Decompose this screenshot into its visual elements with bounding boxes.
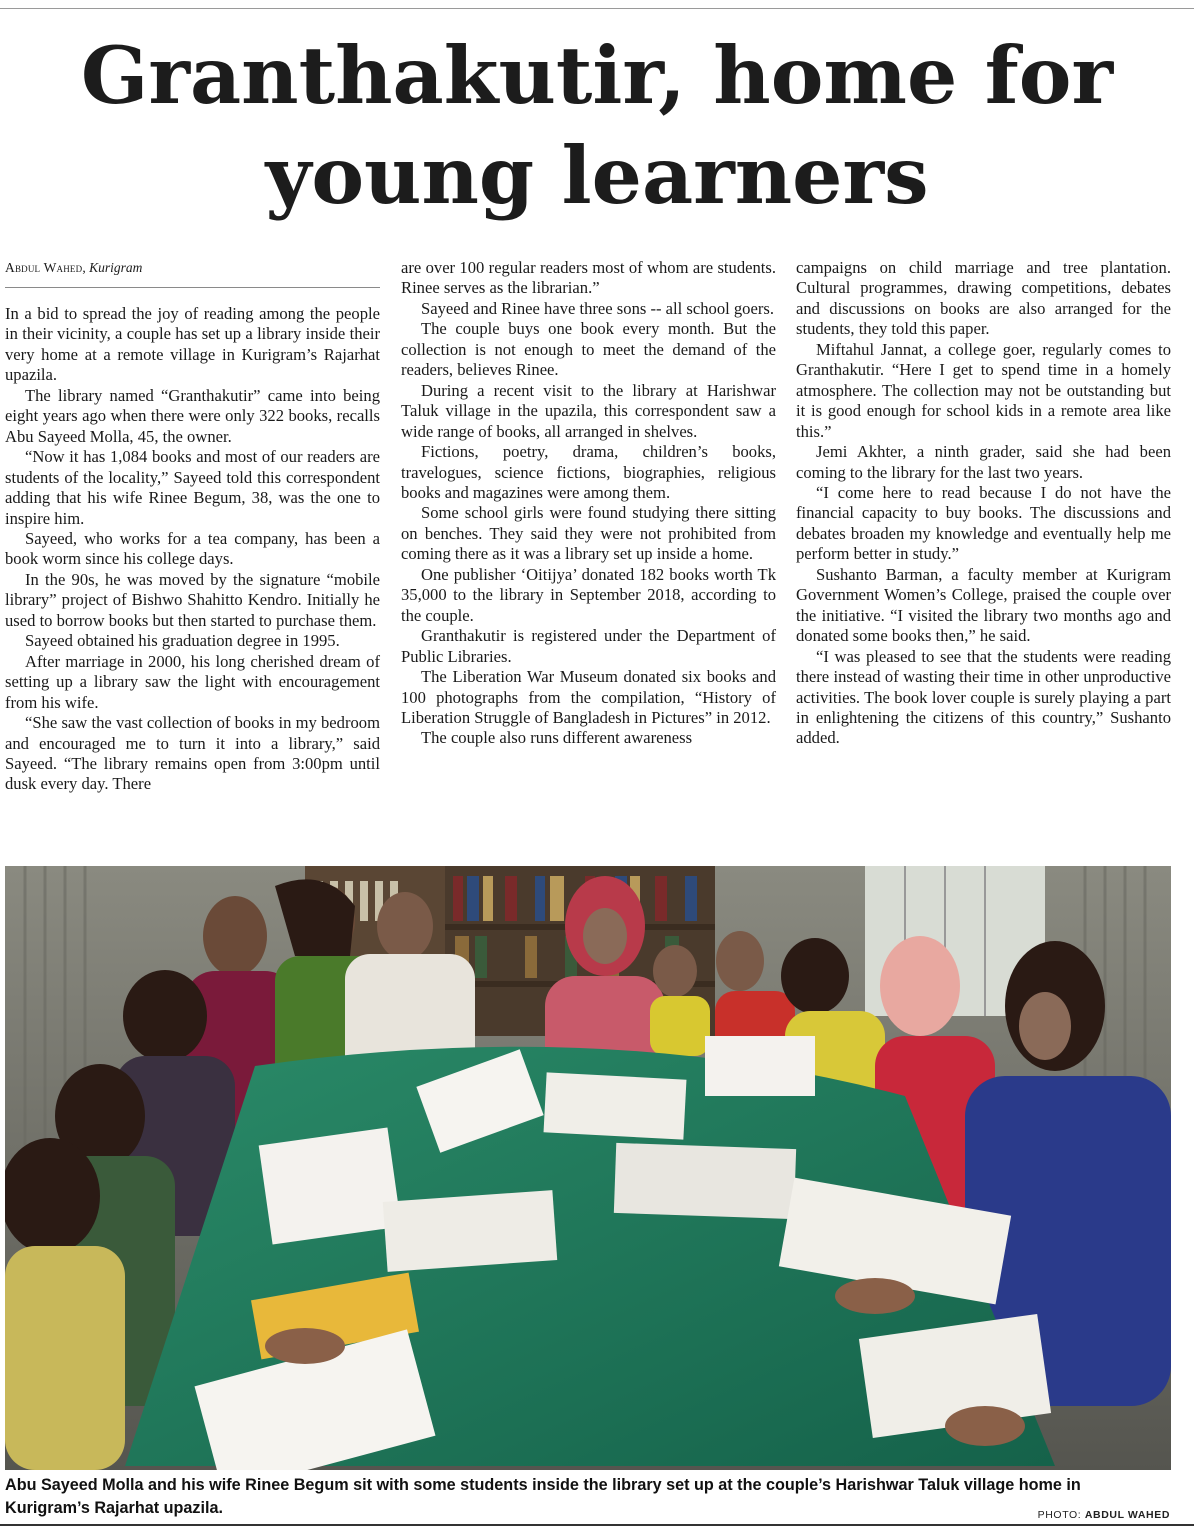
paragraph: During a recent visit to the library at Harishwar Taluk village in the upazila, this correspondent saw a wide range of books, all arranged in shelves. — [401, 380, 776, 441]
paragraph: In a bid to spread the joy of reading among the people in their vicinity, a couple has set up a library inside their very home at a remote village in Kurigram’s Rajarhat upazila. — [5, 304, 380, 385]
byline-place: Kurigram — [89, 260, 143, 275]
paragraph: “I was pleased to see that the students were reading there instead of wasting their time in other unproductive activities. The book lover couple is surely playing a part in enlightening the citizens of this country,” Sushanto added. — [796, 646, 1171, 748]
paragraph: One publisher ‘Oitijya’ donated 182 books worth Tk 35,000 to the library in September 2018, according to the couple. — [401, 564, 776, 625]
top-rule — [0, 8, 1194, 9]
article-body — [5, 258, 1171, 848]
library-photo-illustration — [5, 866, 1171, 1470]
bottom-rule — [0, 1524, 1194, 1526]
headline-line-2: young learners — [265, 129, 929, 222]
article-headline — [0, 26, 1194, 226]
paragraph: Miftahul Jannat, a college goer, regularly comes to Granthakutir. “Here I get to spend time in a homely atmosphere. The collection may not be outstanding but it is good enough for school kids in a remote area like this.” — [796, 339, 1171, 441]
photo-credit — [1038, 1509, 1170, 1521]
photo-credit-name: ABDUL WAHED — [1084, 1509, 1170, 1521]
byline-author: Abdul Wahed — [5, 260, 83, 275]
paragraph: “I come here to read because I do not have the financial capacity to buy books. The discussions and debates broaden my knowledge and eventually help me perform better in study.” — [796, 482, 1171, 564]
paragraph: The library named “Granthakutir” came into being eight years ago when there were only 322 books, recalls Abu Sayeed Molla, 45, the owner. — [5, 385, 380, 446]
paragraph: Fictions, poetry, drama, children’s books, travelogues, science fictions, biographies, religious books and magazines were among them. — [401, 442, 776, 502]
paragraph: “She saw the vast collection of books in my bedroom and encouraged me to turn it into a library,” said Sayeed. “The library remains open from 3:00pm until dusk every day. There — [5, 713, 380, 794]
paragraph: Some school girls were found studying there sitting on benches. They said they were not prohibited from coming there as it was a library set up inside a home. — [401, 503, 776, 564]
article-column-2 — [401, 258, 776, 749]
paragraph: “Now it has 1,084 books and most of our readers are students of the locality,” Sayeed told this correspondent adding that his wife Rinee Begum, 38, was the one to inspire him. — [5, 447, 380, 528]
paragraph: The couple buys one book every month. But the collection is not enough to meet the demand of the readers, believes Rinee. — [401, 319, 776, 380]
paragraph: After marriage in 2000, his long cherished dream of setting up a library saw the light with encouragement from his wife. — [5, 651, 380, 712]
paragraph: In the 90s, he was moved by the signature “mobile library” project of Bishwo Shahitto Kendro. Initially he used to borrow books but then started to purchase them. — [5, 569, 380, 630]
article-column-3 — [796, 258, 1171, 749]
photo-credit-label: PHOTO: — [1037, 1509, 1082, 1521]
paragraph: Jemi Akhter, a ninth grader, said she had been coming to the library for the last two years. — [796, 442, 1171, 482]
paragraph: Sushanto Barman, a faculty member at Kurigram Government Women’s College, praised the couple over the initiative. “I visited the library two months ago and donated some books then,” he said. — [796, 564, 1171, 646]
paragraph: are over 100 regular readers most of whom are students. Rinee serves as the librarian.” — [401, 258, 776, 298]
paragraph: Granthakutir is registered under the Department of Public Libraries. — [401, 626, 776, 666]
article-photo — [5, 866, 1171, 1470]
paragraph: Sayeed and Rinee have three sons -- all school goers. — [421, 298, 774, 318]
paragraph: Sayeed obtained his graduation degree in 1995. — [25, 631, 340, 651]
article-column-1 — [5, 304, 380, 795]
paragraph: The couple also runs different awareness — [421, 728, 693, 748]
paragraph: The Liberation War Museum donated six books and 100 photographs from the compilation, “History of Liberation Struggle of Bangladesh in Pictures” in 2012. — [401, 667, 776, 727]
headline-line-1: Granthakutir, home for — [80, 29, 1114, 122]
byline-separator: , — [82, 260, 86, 275]
paragraph: Sayeed, who works for a tea company, has been a book worm since his college days. — [5, 528, 380, 569]
paragraph: campaigns on child marriage and tree plantation. Cultural programmes, drawing competitions, debates and discussions on books are also arranged for the students, they told this paper. — [796, 258, 1171, 339]
photo-caption: Abu Sayeed Molla and his wife Rinee Begum sit with some students inside the library set up at the couple’s Harishwar Taluk village home in Kurigram’s Rajarhat upazila. — [5, 1476, 1081, 1517]
